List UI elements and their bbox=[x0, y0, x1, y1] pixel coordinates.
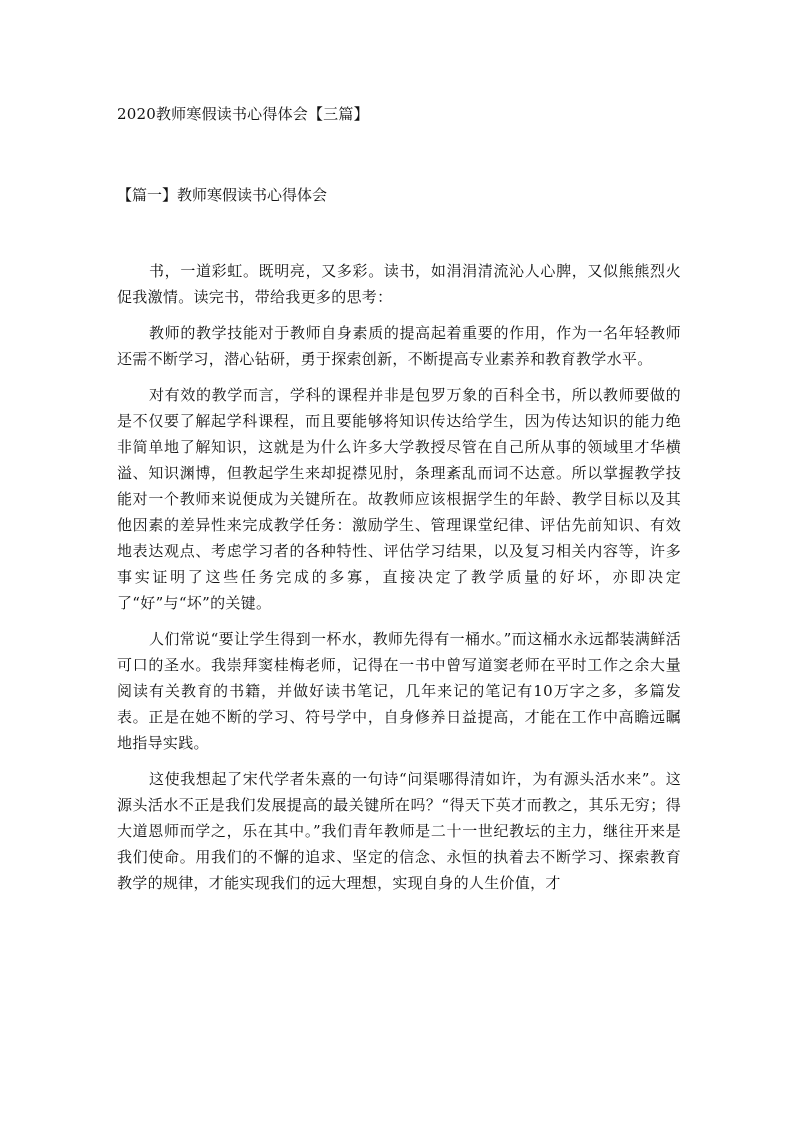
document-title: 2020教师寒假读书心得体会【三篇】 bbox=[117, 105, 369, 123]
paragraph-4: 人们常说“要让学生得到一杯水，教师先得有一桶水。”而这桶水永远都装满鲜活可口的圣水。我崇拜窦桂梅老师，记得在一书中曾写道窦老师在平时工作之余大量阅读有关教育的书籍，并做好读书笔记，几年来记的笔记有10万字之多，多篇发表。正是在她不断的学习、符号学中，自身修养日益提高，才能在工作中高瞻远瞩地指导实践。 bbox=[117, 630, 681, 752]
paragraph-2: 教师的教学技能对于教师自身素质的提高起着重要的作用，作为一名年轻教师还需不断学习，潜心钻研，勇于探索创新，不断提高专业素养和教育教学水平。 bbox=[117, 324, 681, 368]
paragraph-1: 书，一道彩虹。既明亮，又多彩。读书，如涓涓清流沁人心脾，又似熊熊烈火促我激情。读完书，带给我更多的思考： bbox=[117, 262, 681, 306]
section-heading: 【篇一】教师寒假读书心得体会 bbox=[117, 186, 328, 204]
paragraph-3: 对有效的教学而言，学科的课程并非是包罗万象的百科全书，所以教师要做的是不仅要了解起学科课程，而且要能够将知识传达给学生，因为传达知识的能力绝非简单地了解知识，这就是为什么许多大学教授尽管在自己所从事的领域里才华横溢、知识渊博，但教起学生来却捉襟见肘，条理紊乱而词不达意。所以掌握教学技能对一个教师来说便成为关键所在。故教师应该根据学生的年龄、教学目标以及其他因素的差异性来完成教学任务：激励学生、管理课堂纪律、评估先前知识、有效地表达观点、考虑学习者的各种特性、评估学习结果，以及复习相关内容等，许多事实证明了这些任务完成的多寡，直接决定了教学质量的好坏，亦即决定了“好”与“坏”的关键。 bbox=[117, 386, 681, 612]
document-body bbox=[117, 258, 681, 906]
paragraph-5: 这使我想起了宋代学者朱熹的一句诗“问渠哪得清如许，为有源头活水来”。这源头活水不正是我们发展提高的最关键所在吗？“得天下英才而教之，其乐无穷；得大道恩师而学之，乐在其中。”我们青年教师是二十一世纪教坛的主力，继往开来是我们使命。用我们的不懈的追求、坚定的信念、永恒的执着去不断学习、探索教育教学的规律，才能实现我们的远大理想，实现自身的人生价值，才 bbox=[117, 770, 681, 892]
